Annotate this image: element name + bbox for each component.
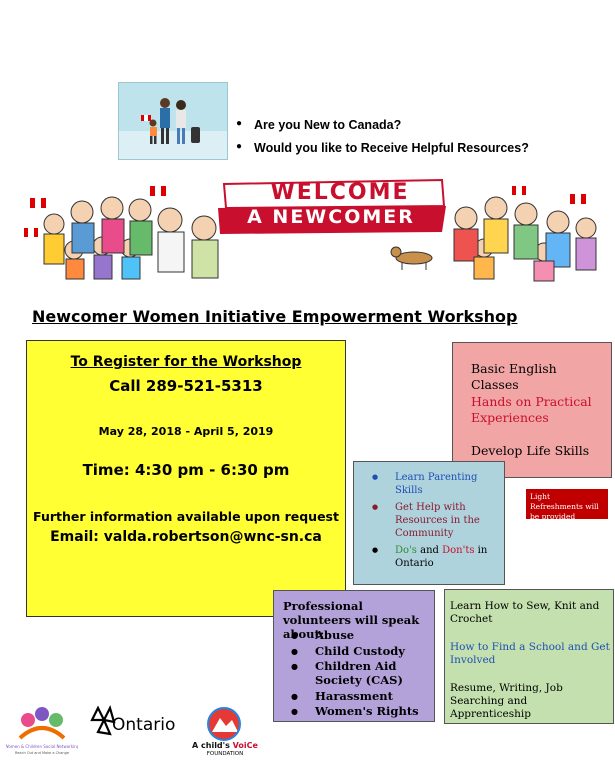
question-item: ● Would you like to Receive Helpful Resources? [236, 141, 529, 155]
learning-item: How to Find a School and Get Involved [450, 641, 610, 666]
speaker-topic: ● Harassment [274, 689, 434, 703]
wcs-logo [6, 700, 78, 758]
in-ontario-text: in Ontario [395, 545, 488, 569]
welcome-banner-text: WELCOME [270, 180, 410, 205]
registration-box [26, 340, 346, 617]
classes-item: Basic English Classes [471, 361, 557, 392]
donts-text: Don'ts [442, 545, 475, 556]
refreshments-note: Light Refreshments will be provided [526, 489, 608, 519]
childs-voice-sub: FOUNDATION [206, 751, 244, 757]
intro-questions [236, 118, 529, 164]
page-title: Newcomer Women Initiative Empowerment Workshop [32, 307, 518, 326]
and-text: and [416, 545, 443, 556]
registration-phone: Call 289-521-5313 [109, 377, 263, 395]
classes-item: Hands on Practical Experiences [471, 394, 592, 425]
speaker-topic: ● Child Custody [274, 644, 434, 658]
speakers-heading: Professional volunteers will speak about: [283, 599, 420, 641]
further-info: Further information available upon request [33, 509, 339, 524]
question-item: ● Are you New to Canada? [236, 118, 529, 132]
classes-box [452, 342, 612, 478]
svg-text:Reach Out and Make a Change: Reach Out and Make a Change [15, 751, 69, 755]
speaker-topic: ● Women's Rights [274, 704, 434, 718]
childs-voice-word: VoiCe [232, 741, 258, 750]
skills-item: ● Learn Parenting Skills [354, 471, 504, 497]
learning-item: Resume, Writing, Job Searching and Apprenticeship [450, 682, 563, 720]
skills-item [354, 544, 504, 570]
dos-text: Do's [395, 545, 417, 556]
childs-voice-prefix: A child's [192, 741, 233, 750]
workshop-time: Time: 4:30 pm - 6:30 pm [82, 461, 290, 479]
contact-email: Email: valda.robertson@wnc-sn.ca [50, 529, 322, 545]
speakers-box [273, 590, 435, 722]
childs-voice-text [190, 741, 260, 750]
workshop-dates: May 28, 2018 - April 5, 2019 [98, 425, 274, 438]
family-photo [118, 82, 228, 160]
ontario-logo-text: Ontario [112, 715, 176, 735]
learning-item: Learn How to Sew, Knit and Crochet [450, 600, 600, 625]
newcomer-banner-text: A NEWCOMER [247, 206, 415, 228]
registration-heading: To Register for the Workshop [70, 354, 302, 370]
svg-text:Women & Children Social Networ: Women & Children Social Networking [6, 744, 78, 749]
learning-box [444, 589, 614, 724]
skills-box [353, 461, 505, 585]
speaker-topic: ● Children Aid Society (CAS) [274, 659, 434, 687]
classes-item: Develop Life Skills [471, 443, 590, 458]
skills-item: ● Get Help with Resources in the Community [354, 501, 504, 540]
speaker-topic: ● Abuse [274, 628, 434, 642]
